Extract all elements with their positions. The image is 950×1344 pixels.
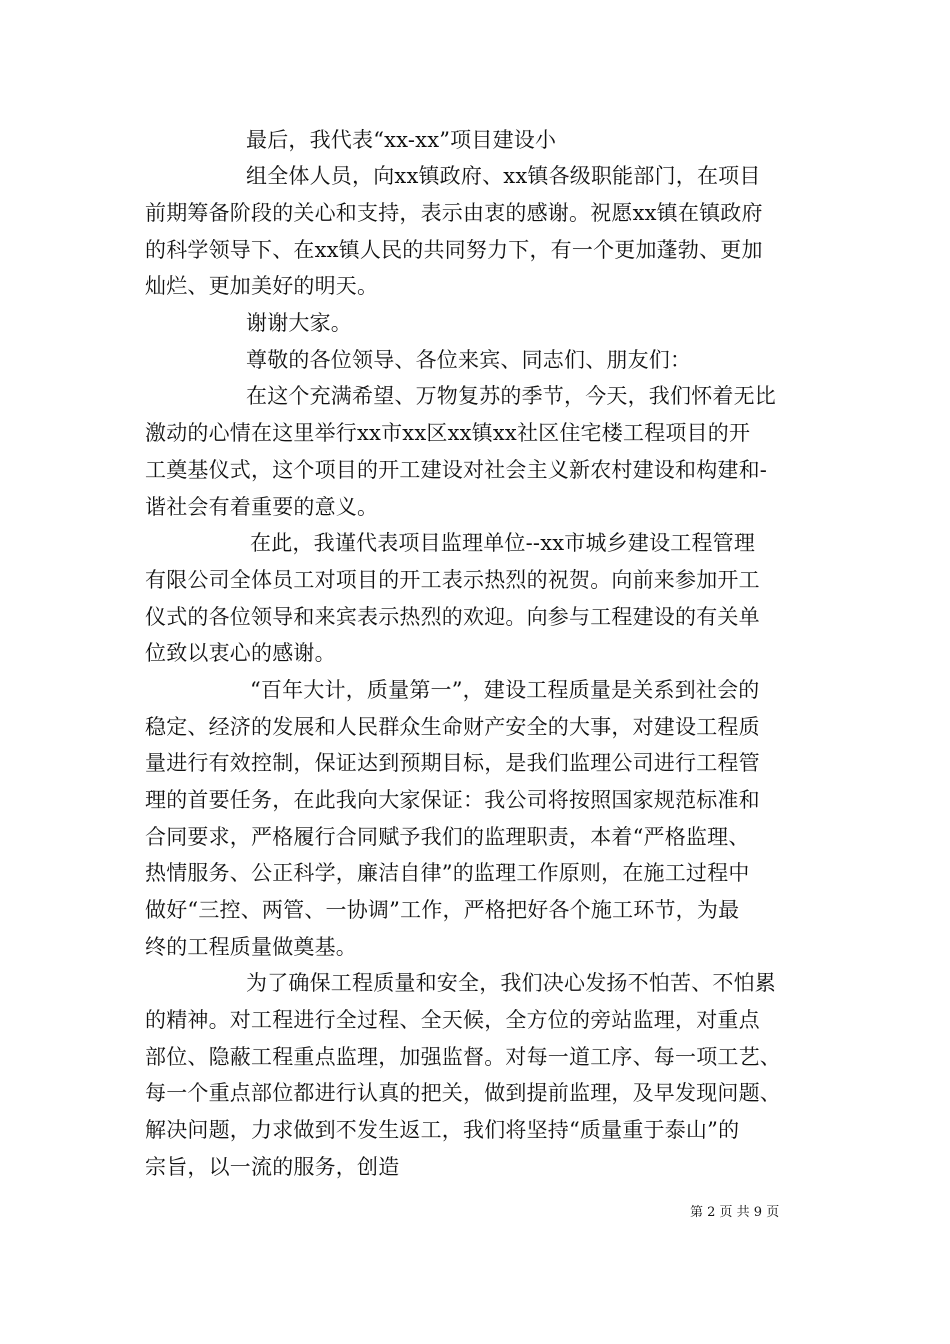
text-line: 有限公司全体员工对项目的开工表示热烈的祝贺。向前来参加开工 [145, 568, 760, 592]
text-line: 在这个充满希望、万物复苏的季节，今天，我们怀着无比 [246, 384, 776, 408]
text-line: “百年大计，质量第一”，建设工程质量是关系到社会的 [250, 678, 760, 702]
text-line: 工奠基仪式，这个项目的开工建设对社会主义新农村建设和构建和- [145, 458, 768, 482]
text-line: 位致以衷心的感谢。 [145, 641, 336, 665]
text-line: 最后，我代表“xx-xx”项目建设小 [246, 128, 557, 152]
text-line: 的科学领导下、在xx镇人民的共同努力下，有一个更加蓬勃、更加 [145, 238, 763, 262]
text-line: 的精神。对工程进行全过程、全天候，全方位的旁站监理，对重点 [145, 1008, 760, 1032]
text-line: 仪式的各位领导和来宾表示热烈的欢迎。向参与工程建设的有关单 [145, 605, 760, 629]
text-line: 做好“三控、两管、一协调”工作，严格把好各个施工环节，为最 [145, 898, 740, 922]
text-line: 部位、隐蔽工程重点监理，加强监督。对每一道工序、每一项工艺、 [145, 1045, 781, 1069]
page-number-footer: 第 2 页 共 9 页 [690, 1205, 780, 1220]
text-line: 合同要求，严格履行合同赋予我们的监理职责，本着“严格监理、 [145, 825, 750, 849]
text-line: 灿烂、更加美好的明天。 [145, 274, 379, 298]
text-line: 谐社会有着重要的意义。 [145, 495, 379, 519]
text-line: 解决问题，力求做到不发生返工，我们将坚持“质量重于泰山”的 [145, 1118, 740, 1142]
text-line: 稳定、经济的发展和人民群众生命财产安全的大事，对建设工程质 [145, 715, 760, 739]
text-line: 为了确保工程质量和安全，我们决心发扬不怕苦、不怕累 [246, 971, 776, 995]
text-line: 组全体人员，向xx镇政府、xx镇各级职能部门，在项目 [246, 164, 761, 188]
text-line: 终的工程质量做奠基。 [145, 935, 357, 959]
text-line: 尊敬的各位领导、各位来宾、同志们、朋友们： [246, 348, 692, 372]
text-line: 每一个重点部位都进行认真的把关，做到提前监理，及早发现问题、 [145, 1081, 781, 1105]
text-line: 在此，我谨代表项目监理单位--xx市城乡建设工程管理 [250, 531, 756, 555]
text-line: 激动的心情在这里举行xx市xx区xx镇xx社区住宅楼工程项目的开 [145, 421, 751, 445]
text-line: 宗旨，以一流的服务，创造 [145, 1155, 400, 1179]
text-line: 理的首要任务，在此我向大家保证：我公司将按照国家规范标准和 [145, 788, 760, 812]
text-line: 谢谢大家。 [246, 311, 352, 335]
text-line: 量进行有效控制，保证达到预期目标，是我们监理公司进行工程管 [145, 751, 760, 775]
text-line: 前期筹备阶段的关心和支持，表示由衷的感谢。祝愿xx镇在镇政府 [145, 201, 763, 225]
text-line: 热情服务、公正科学，廉洁自律”的监理工作原则，在施工过程中 [145, 861, 750, 885]
